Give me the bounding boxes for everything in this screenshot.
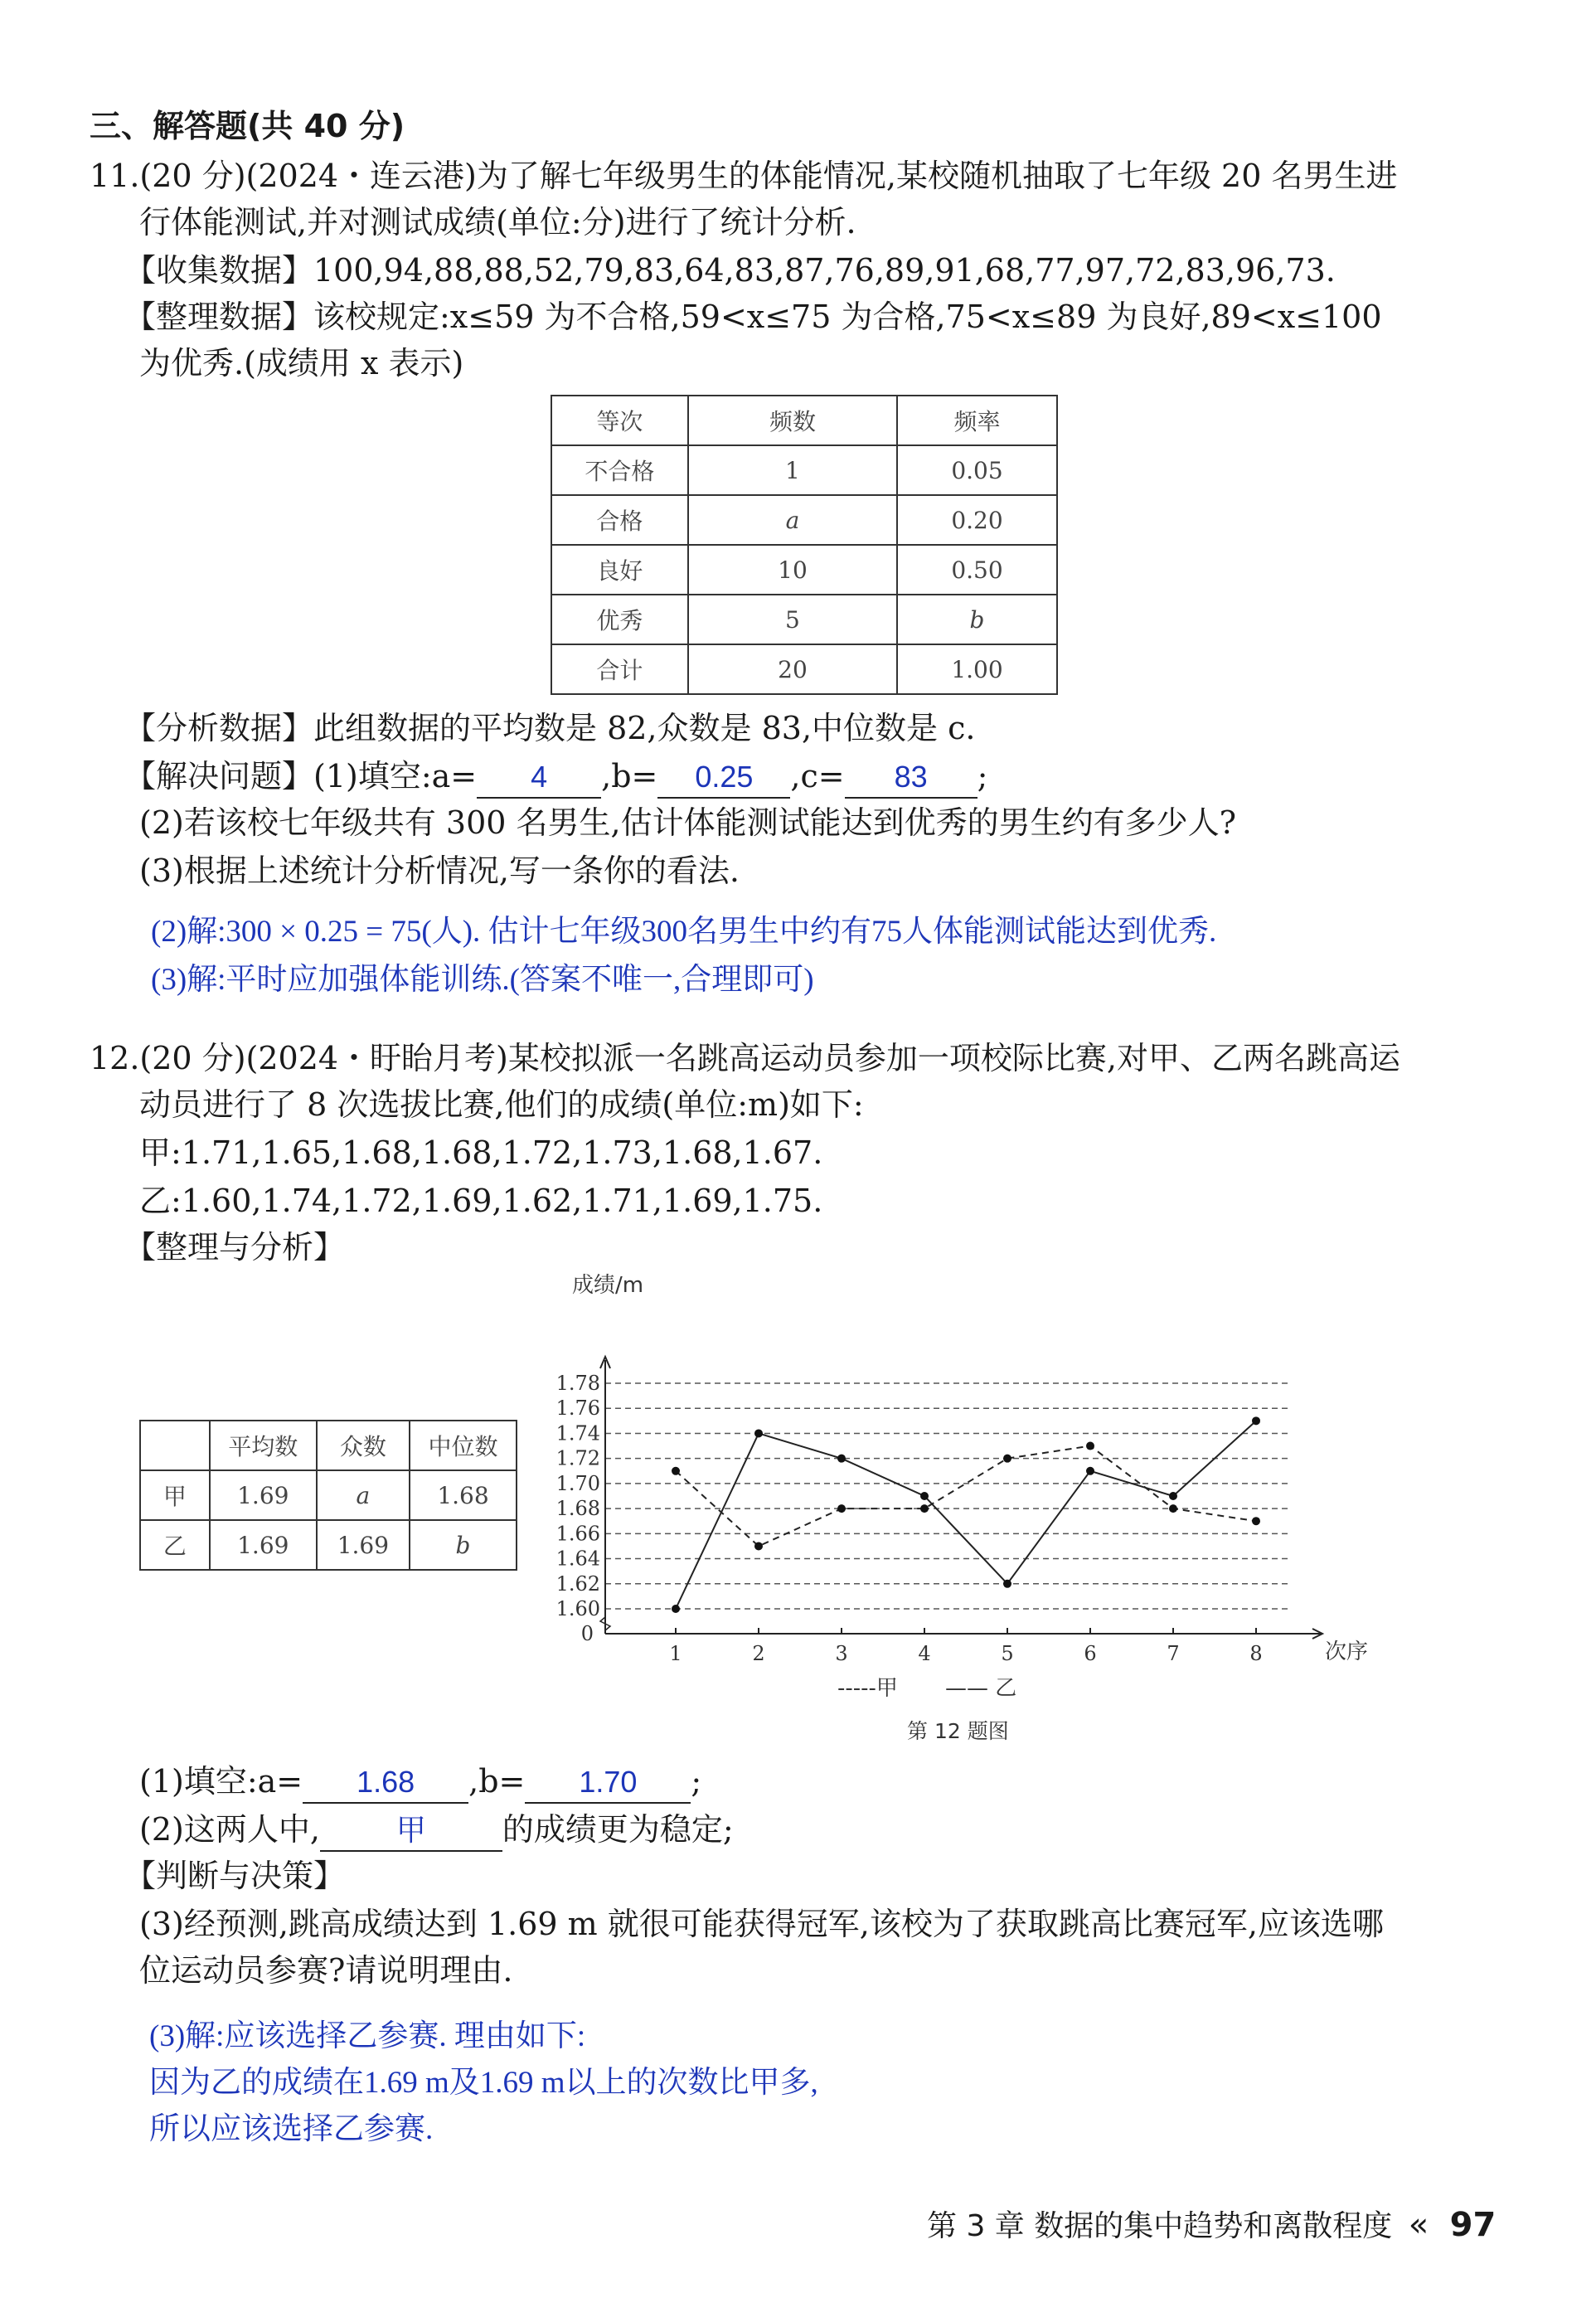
data-point	[754, 1429, 763, 1437]
table-header: 众数	[317, 1421, 410, 1470]
q12-fill1-b: ,b=	[468, 1763, 526, 1800]
table-header: 平均数	[210, 1421, 317, 1470]
q12-fill2-line	[139, 1810, 734, 1852]
q11-intro-line2: 行体能测试,并对测试成绩(单位:分)进行了统计分析.	[139, 204, 856, 240]
legend-yi: —— 乙	[945, 1676, 1017, 1701]
q11-collect: 【收集数据】100,94,88,88,52,79,83,64,83,87,76,89,91,68,77,97,72,83,96,73.	[124, 252, 1336, 289]
data-point	[1252, 1416, 1260, 1425]
data-point	[837, 1504, 846, 1513]
q12-intro-line2: 动员进行了 8 次选拔比赛,他们的成绩(单位:m)如下:	[139, 1086, 864, 1123]
y-tick-label: 1.68	[555, 1497, 600, 1521]
section-title: 三、解答题(共 40 分)	[90, 108, 405, 144]
double-arrow-icon: «	[1408, 2206, 1429, 2244]
data-point	[1252, 1517, 1260, 1525]
q12-solution-line2: 因为乙的成绩在1.69 m及1.69 m以上的次数比甲多,	[149, 2066, 818, 2100]
q12-judge-title: 【判断与决策】	[124, 1858, 346, 1894]
q12-fill2-suffix: 的成绩更为稳定;	[502, 1811, 734, 1848]
table-cell: 20	[688, 644, 897, 694]
chart-xlabel: 次序	[1325, 1639, 1369, 1664]
answer-stable: 甲	[320, 1810, 502, 1852]
table-cell: 优秀	[551, 595, 688, 644]
table-cell: 0.05	[897, 445, 1057, 495]
chart-caption: 第 12 题图	[907, 1719, 1009, 1743]
q11-organize-line1: 【整理数据】该校规定:x≤59 为不合格,59<x≤75 为合格,75<x≤89 为良好,89<x≤100	[124, 299, 1382, 335]
y-tick-label: 1.72	[555, 1446, 600, 1470]
q12-solution-line3: 所以应该选择乙参赛.	[149, 2112, 434, 2146]
table-cell: 0.20	[897, 495, 1057, 545]
x-tick-label: 5	[1001, 1642, 1014, 1665]
q12-sort-title: 【整理与分析】	[124, 1229, 346, 1265]
data-point	[754, 1542, 763, 1550]
q11-solve-prefix: 【解决问题】(1)填空:a=	[124, 758, 478, 794]
table-cell: 5	[688, 595, 897, 644]
table-cell: a	[688, 495, 897, 545]
table-cell: 1.69	[317, 1520, 410, 1570]
table-cell: 1.00	[897, 644, 1057, 694]
table-cell: 1.69	[210, 1520, 317, 1570]
chart-ylabel: 成绩/m	[572, 1273, 644, 1298]
q11-solution-2: (2)解:300 × 0.25 = 75(人). 估计七年级300名男生中约有75人体能测试能达到优秀.	[151, 915, 1217, 949]
y-tick-label: 1.60	[555, 1597, 600, 1620]
q11-analyze: 【分析数据】此组数据的平均数是 82,众数是 83,中位数是 c.	[124, 710, 976, 746]
table-cell: 乙	[140, 1520, 210, 1570]
q11-intro-line1: 11.(20 分)(2024・连云港)为了解七年级男生的体能情况,某校随机抽取了七年级 20 名男生进	[90, 158, 1398, 194]
x-tick-label: 4	[918, 1642, 931, 1665]
table-cell: b	[410, 1520, 517, 1570]
q12-jia-data: 甲:1.71,1.65,1.68,1.68,1.72,1.73,1.68,1.67.	[139, 1134, 823, 1171]
table-cell: b	[897, 595, 1057, 644]
q11-question-3: (3)根据上述统计分析情况,写一条你的看法.	[139, 853, 740, 889]
data-point	[1086, 1442, 1094, 1450]
y-tick-label: 1.62	[555, 1571, 600, 1596]
data-point	[1003, 1455, 1011, 1463]
table-cell: 1.69	[210, 1470, 317, 1520]
x-tick-label: 1	[669, 1642, 682, 1665]
q12-fill1-line	[139, 1761, 701, 1804]
data-point	[920, 1492, 929, 1500]
table-header	[140, 1421, 210, 1470]
table-header: 频率	[897, 396, 1057, 445]
data-point	[672, 1605, 680, 1613]
q12-fill1-prefix: (1)填空:a=	[139, 1763, 303, 1800]
page-number: 97	[1449, 2206, 1497, 2244]
answer-b: 1.70	[525, 1762, 691, 1804]
stats-table	[139, 1420, 517, 1571]
data-point	[1003, 1580, 1011, 1588]
y-tick-label: 1.78	[555, 1372, 600, 1395]
data-point	[837, 1455, 846, 1463]
q12-question-3-line2: 位运动员参赛?请说明理由.	[139, 1952, 513, 1989]
table-header: 频数	[688, 396, 897, 445]
table-cell: 0.50	[897, 545, 1057, 595]
y-tick-label: 1.66	[555, 1522, 600, 1546]
table-cell: 合计	[551, 644, 688, 694]
y-tick-label: 1.74	[555, 1421, 600, 1445]
q11-solve-line	[124, 756, 987, 799]
frequency-table	[551, 395, 1058, 695]
line-chart	[531, 1261, 1409, 1750]
q11-solve-b: ,b=	[601, 758, 658, 794]
q12-fill2-prefix: (2)这两人中,	[139, 1811, 320, 1848]
table-cell: a	[317, 1470, 410, 1520]
x-tick-label: 3	[835, 1642, 848, 1665]
legend-jia: -----甲	[837, 1676, 898, 1701]
table-cell: 1	[688, 445, 897, 495]
q11-organize-line2: 为优秀.(成绩用 x 表示)	[139, 345, 464, 381]
table-cell: 1.68	[410, 1470, 517, 1520]
x-tick-label: 7	[1167, 1642, 1180, 1665]
x-tick-label: 6	[1084, 1642, 1097, 1665]
data-point	[672, 1467, 680, 1475]
x-tick-label: 2	[752, 1642, 765, 1665]
q11-question-2: (2)若该校七年级共有 300 名男生,估计体能测试能达到优秀的男生约有多少人?	[139, 804, 1236, 841]
table-cell: 10	[688, 545, 897, 595]
q12-solution-line1: (3)解:应该选择乙参赛. 理由如下:	[149, 2019, 586, 2053]
x-tick-label: 8	[1249, 1642, 1263, 1665]
answer-a: 1.68	[303, 1762, 468, 1804]
answer-b: 0.25	[657, 757, 790, 799]
table-cell: 良好	[551, 545, 688, 595]
q11-solve-end: ;	[977, 758, 988, 794]
q12-yi-data: 乙:1.60,1.74,1.72,1.69,1.62,1.71,1.69,1.75.	[139, 1183, 823, 1219]
table-cell: 合格	[551, 495, 688, 545]
q12-question-3-line1: (3)经预测,跳高成绩达到 1.69 m 就很可能获得冠军,该校为了获取跳高比赛冠军,应该选哪	[139, 1906, 1384, 1942]
table-cell: 甲	[140, 1470, 210, 1520]
answer-c: 83	[845, 757, 977, 799]
q12-intro-line1: 12.(20 分)(2024・盱眙月考)某校拟派一名跳高运动员参加一项校际比赛,对甲、乙两名跳高运	[90, 1040, 1400, 1076]
data-point	[1169, 1492, 1177, 1500]
y-tick-label: 1.76	[555, 1397, 600, 1421]
y-tick-label: 1.64	[555, 1547, 600, 1571]
footer-chapter: 第 3 章 数据的集中趋势和离散程度	[927, 2209, 1393, 2243]
table-cell: 不合格	[551, 445, 688, 495]
q11-solution-3: (3)解:平时应加强体能训练.(答案不唯一,合理即可)	[151, 963, 814, 997]
q11-solve-c: ,c=	[790, 758, 845, 794]
footer	[927, 2203, 1496, 2245]
data-point	[1086, 1467, 1094, 1475]
data-point	[1169, 1504, 1177, 1513]
y-tick-label: 1.70	[555, 1471, 600, 1495]
table-header: 中位数	[410, 1421, 517, 1470]
q12-fill1-end: ;	[691, 1763, 702, 1800]
data-point	[920, 1504, 929, 1513]
answer-a: 4	[477, 757, 601, 799]
origin-label: 0	[580, 1622, 594, 1645]
table-header: 等次	[551, 396, 688, 445]
series-line-yi	[676, 1421, 1256, 1609]
